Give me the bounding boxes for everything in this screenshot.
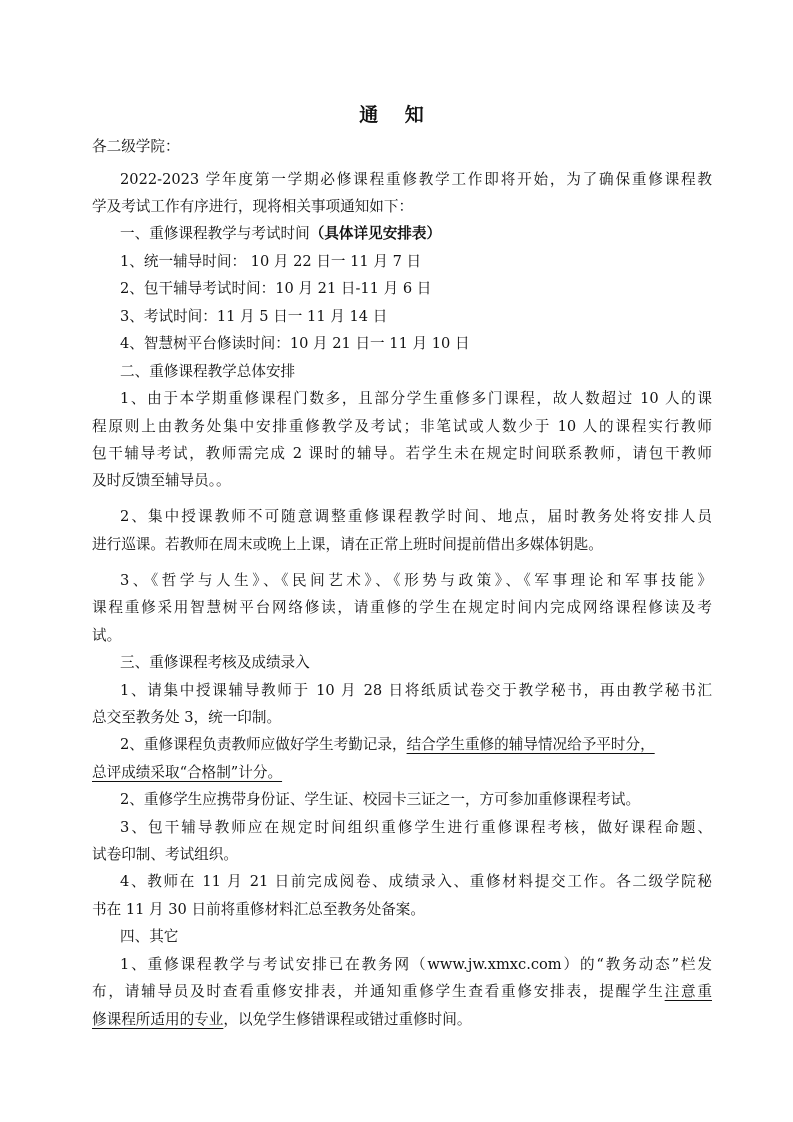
section-2-p3-line: 试。 bbox=[92, 627, 122, 644]
section-2-p2-line: 进行巡课。若教师在周末或晚上上课，请在正常上班时间提前借出多媒体钥匙。 bbox=[92, 536, 603, 553]
section-1-item: 4、智慧树平台修读时间：10 月 21 日一 11 月 10 日 bbox=[120, 335, 470, 352]
underlined-text: 注意重 bbox=[664, 983, 712, 1000]
section-1-heading bbox=[120, 224, 712, 244]
underlined-text: 结合学生重修的辅导情况给予平时分， bbox=[406, 736, 655, 753]
section-2-p1-line: 包干辅导考试，教师需完成 2 课时的辅导。若学生未在规定时间联系教师，请包干教师 bbox=[92, 445, 712, 462]
section-2-p3-line: 课程重修采用智慧树平台网络修读，请重修的学生在规定时间内完成网络课程修读及考 bbox=[92, 599, 712, 616]
section-3-p2-line bbox=[92, 763, 712, 783]
section-3-p5-line: 4、教师在 11 月 21 日前完成阅卷、成绩录入、重修材料提交工作。各二级学院秘 bbox=[120, 873, 712, 890]
section-1-heading-text: 一、重修课程教学与考试时间 bbox=[120, 225, 310, 242]
intro-line-2: 学及考试工作有序进行，现将相关事项通知如下： bbox=[92, 198, 414, 215]
section-2-p1-line: 1、由于本学期重修课程门数多，且部分学生重修多门课程，故人数超过 10 人的课 bbox=[120, 390, 712, 407]
section-4-line: 1、重修课程教学与考试安排已在教务网（www.jw.xmxc.com）的“教务动态”栏发 bbox=[120, 956, 712, 973]
section-2-p1-line: 及时反馈至辅导员。。 bbox=[92, 472, 231, 489]
section-4-line bbox=[92, 982, 712, 1002]
section-3-p2-line bbox=[120, 735, 712, 755]
section-3-heading: 三、重修课程考核及成绩录入 bbox=[120, 654, 310, 671]
section-1-heading-bold: （具体详见安排表） bbox=[309, 225, 442, 242]
underlined-text: 总评成绩采取“合格制”计分。 bbox=[92, 764, 283, 781]
section-3-p4-line: 3、包干辅导教师应在规定时间组织重修学生进行重修课程考核，做好课程命题、 bbox=[120, 819, 712, 836]
underlined-text: 修课程所适用的专业 bbox=[92, 1011, 224, 1028]
salutation: 各二级学院： bbox=[92, 138, 180, 155]
section-2-heading: 二、重修课程教学总体安排 bbox=[120, 363, 296, 380]
section-4-heading: 四、其它 bbox=[120, 928, 179, 945]
section-2-p1-line: 程原则上由教务处集中安排重修教学及考试；非笔试或人数少于 10 人的课程实行教师 bbox=[92, 418, 712, 435]
section-4-text: 布，请辅导员及时查看重修安排表，并通知重修学生查看重修安排表，提醒学生 bbox=[92, 983, 665, 1000]
section-2-p2-line: 2、集中授课教师不可随意调整重修课程教学时间、地点，届时教务处将安排人员 bbox=[120, 508, 712, 525]
section-3-p1-line: 1、请集中授课辅导教师于 10 月 28 日将纸质试卷交于教学秘书，再由教学秘书汇 bbox=[120, 682, 712, 699]
section-3-p2-text: 2、重修课程负责教师应做好学生考勤记录， bbox=[120, 736, 407, 753]
intro-line-1: 2022-2023 学年度第一学期必修课程重修教学工作即将开始，为了确保重修课程教 bbox=[120, 171, 712, 188]
section-3-p1-line: 总交至教务处 3，统一印制。 bbox=[92, 709, 282, 726]
section-1-item: 2、包干辅导考试时间：10 月 21 日-11 月 6 日 bbox=[120, 280, 432, 297]
section-1-item: 3、考试时间：11 月 5 日一 11 月 14 日 bbox=[120, 308, 388, 325]
section-3-p4-line: 试卷印制、考试组织。 bbox=[92, 846, 238, 863]
page-title: 通 知 bbox=[359, 104, 434, 126]
section-4-text: ，以免学生修错课程或错过重修时间。 bbox=[223, 1011, 472, 1028]
section-3-p5-line: 书在 11 月 30 日前将重修材料汇总至教务处备案。 bbox=[92, 901, 425, 918]
section-3-p3-line: 2、重修学生应携带身份证、学生证、校园卡三证之一，方可参加重修课程考试。 bbox=[120, 791, 641, 808]
section-2-p3-line: 3、《哲学与人生》、《民间艺术》、《形势与政策》、《军事理论和军事技能》 bbox=[120, 572, 712, 589]
section-4-line bbox=[92, 1010, 712, 1030]
section-1-item: 1、统一辅导时间： 10 月 22 日一 11 月 7 日 bbox=[120, 253, 422, 270]
